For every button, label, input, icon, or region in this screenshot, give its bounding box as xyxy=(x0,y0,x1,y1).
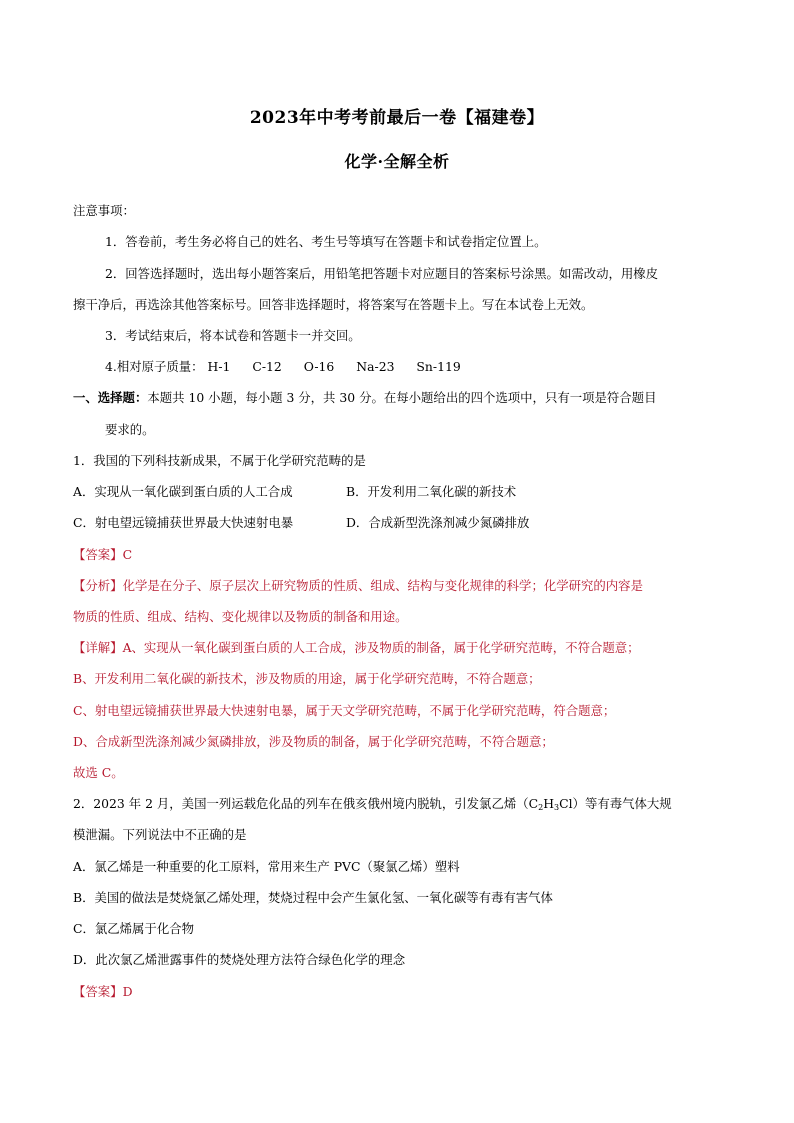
q1-detail-a xyxy=(73,638,640,658)
notice-item-2-line-2: 擦干净后，再选涂其他答案标号。回答非选择题时，将答案写在答题卡上。写在本试卷上无效。 xyxy=(73,297,594,312)
q1-detail-c: C、射电望远镜捕获世界最大快速射电暴，属于天文学研究范畴，不属于化学研究范畴，符合题意； xyxy=(73,703,616,718)
q1-answer-tag: 【答案】 xyxy=(73,547,123,562)
q2-option-a: A．氯乙烯是一种重要的化工原料，常用来生产 PVC（聚氯乙烯）塑料 xyxy=(73,859,460,874)
q1-option-c: C．射电望远镜捕获世界最大快速射电暴 xyxy=(73,515,294,530)
q2-option-c: C．氯乙烯属于化合物 xyxy=(73,921,194,936)
notice-heading: 注意事项： xyxy=(73,203,135,218)
q1-detail-d: D、合成新型洗涤剂减少氮磷排放，涉及物质的制备，属于化学研究范畴，不符合题意； xyxy=(73,734,554,749)
notice-item-2-line-1: 2．回答选择题时，选出每小题答案后，用铅笔把答题卡对应题目的答案标号涂黑。如需改动，用橡皮 xyxy=(105,266,659,281)
q2-stem-line-1 xyxy=(73,794,672,814)
q1-answer-value: C xyxy=(122,547,133,562)
section-heading-line-1 xyxy=(73,388,656,408)
mass-c: C-12 xyxy=(252,359,282,374)
q2-stem-text-b: Cl）等有毒气体大规 xyxy=(559,796,672,811)
q1-detail-a-text: A、实现从一氧化碳到蛋白质的人工合成，涉及物质的制备，属于化学研究范畴，不符合题意； xyxy=(122,640,640,655)
q2-stem-line-2: 模泄漏。下列说法中不正确的是 xyxy=(73,827,247,842)
q1-stem: 1．我国的下列科技新成果，不属于化学研究范畴的是 xyxy=(73,453,366,468)
q1-option-d: D．合成新型洗涤剂减少氮磷排放 xyxy=(346,515,530,530)
q1-analysis-line-2: 物质的性质、组成、结构、变化规律以及物质的制备和用途。 xyxy=(73,609,408,624)
q1-option-a: A．实现从一氧化碳到蛋白质的人工合成 xyxy=(73,484,293,499)
notice-item-4 xyxy=(105,357,461,377)
section-heading-line-2: 要求的。 xyxy=(105,422,155,437)
q2-formula-mid: H xyxy=(543,796,555,811)
q2-option-d: D．此次氯乙烯泄露事件的焚烧处理方法符合绿色化学的理念 xyxy=(73,952,406,967)
mass-o: O-16 xyxy=(303,359,335,374)
notice-item-3: 3．考试结束后，将本试卷和答题卡一并交回。 xyxy=(105,328,361,343)
q1-option-b: B．开发利用二氧化碳的新技术 xyxy=(346,484,517,499)
q2-formula-sub-2: 3 xyxy=(554,803,560,812)
page-title: 2023年中考考前最后一卷【福建卷】 xyxy=(249,108,545,128)
mass-sn: Sn-119 xyxy=(416,359,461,374)
q2-formula-sub-1: 2 xyxy=(538,803,544,812)
notice-item-1: 1．答卷前，考生务必将自己的姓名、考生号等填写在答题卡和试卷指定位置上。 xyxy=(105,234,547,249)
q2-answer-tag: 【答案】 xyxy=(73,984,123,999)
q1-analysis-text: 化学是在分子、原子层次上研究物质的性质、组成、结构与变化规律的科学；化学研究的内容是 xyxy=(122,578,643,593)
q2-option-b: B．美国的做法是焚烧氯乙烯处理，焚烧过程中会产生氯化氢、一氧化碳等有毒有害气体 xyxy=(73,890,553,905)
q2-stem-text-a: 2．2023 年 2 月，美国一列运载危化品的列车在俄亥俄州境内脱轨，引发氯乙烯（C xyxy=(73,796,539,811)
page-subtitle: 化学·全解全析 xyxy=(344,152,450,171)
section-prefix: 一、选择题： xyxy=(73,390,148,405)
q1-answer xyxy=(73,545,132,565)
q1-conclusion: 故选 C。 xyxy=(73,765,124,780)
q1-detail-tag: 【详解】 xyxy=(73,640,123,655)
q2-answer xyxy=(73,982,133,1002)
q1-analysis-tag: 【分析】 xyxy=(73,578,123,593)
q2-answer-value: D xyxy=(122,984,133,999)
mass-na: Na-23 xyxy=(356,359,395,374)
q1-analysis-line-1 xyxy=(73,576,643,596)
mass-h: H-1 xyxy=(207,359,231,374)
section-instructions: 本题共 10 小题，每小题 3 分，共 30 分。在每小题给出的四个选项中，只有一项是符合题目 xyxy=(147,390,657,405)
q1-detail-b: B、开发利用二氧化碳的新技术，涉及物质的用途，属于化学研究范畴，不符合题意； xyxy=(73,671,541,686)
mass-label: 4.相对原子质量： xyxy=(105,359,204,374)
